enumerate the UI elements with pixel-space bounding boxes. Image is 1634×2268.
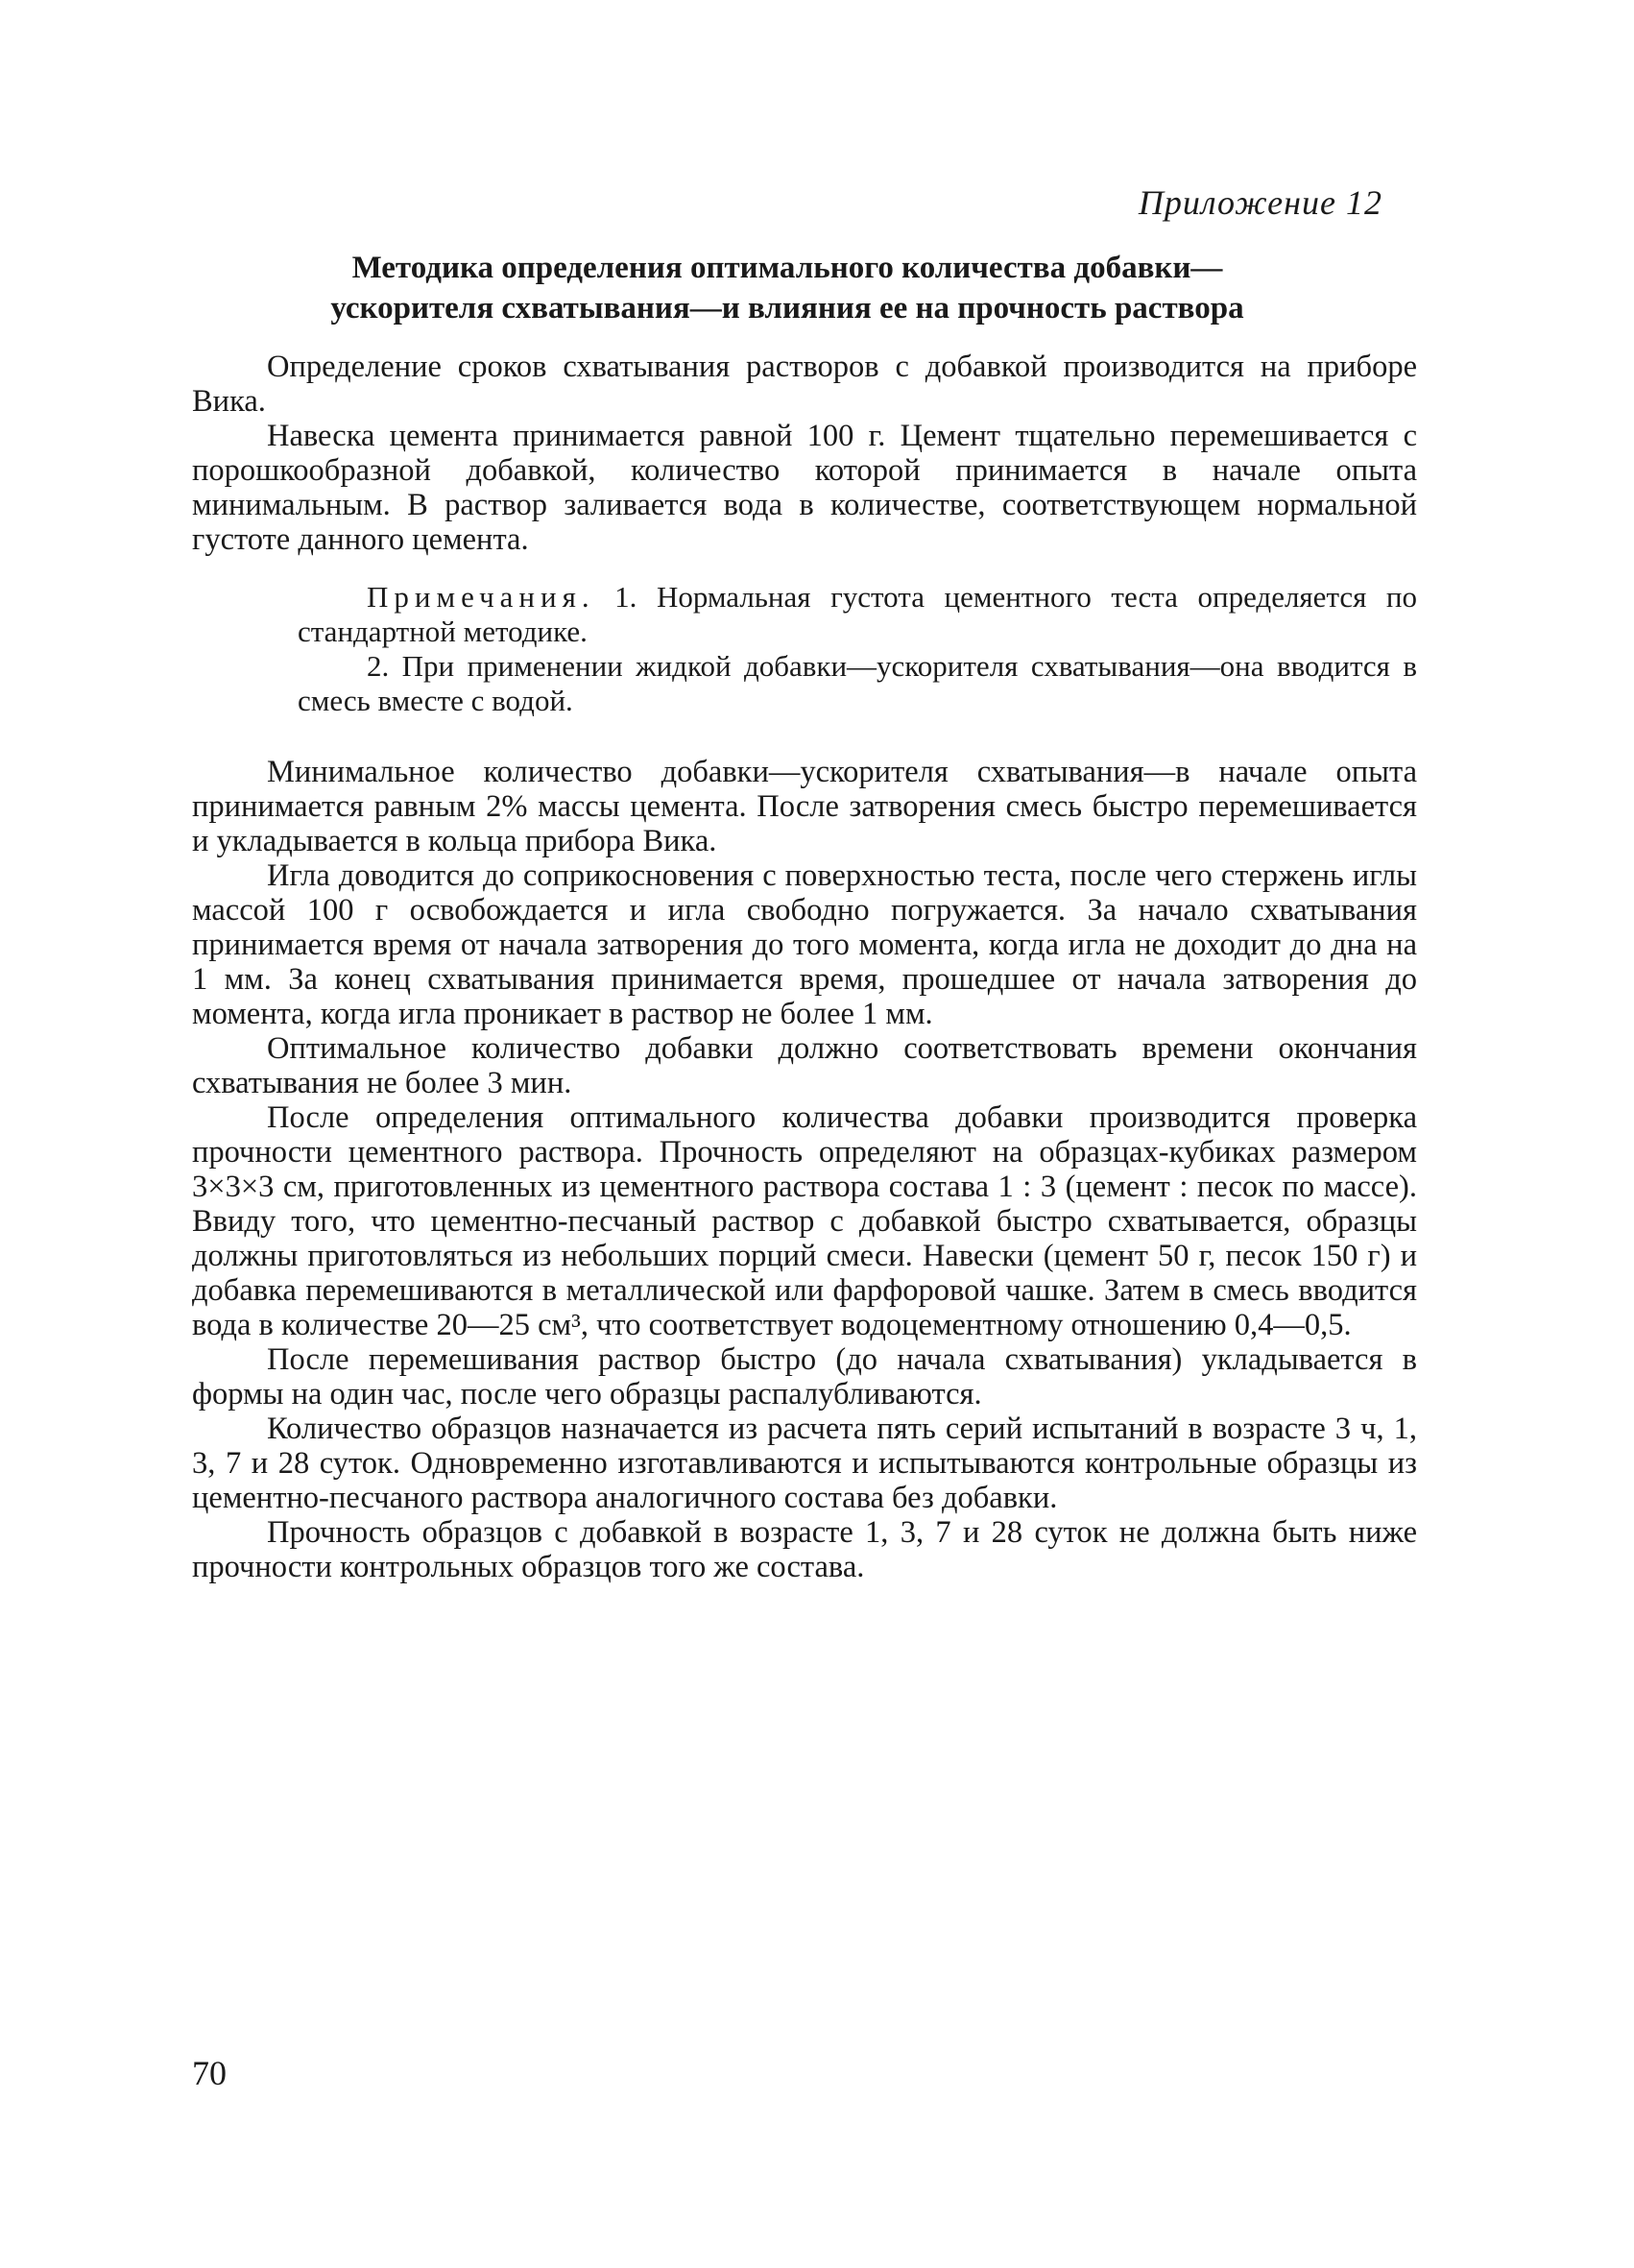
intro-section <box>192 350 1417 557</box>
notes-section <box>298 580 1417 718</box>
note-text: 1. Нормальная густота цементного теста определяется по стандартной методике. <box>298 580 1418 648</box>
paragraph: После определения оптимального количества добавки производится проверка прочности цементного раствора. Прочность определяют на образцах-кубиках размером 3×3×3 см, приготовленных из цементного раствора состава 1 : 3 (цемент : песок по массе). Ввиду того, что цементно-песчаный раствор с добавкой быстро схватывается, образцы должны приготовляться из небольших порций смеси. Навески (цемент 50 г, песок 150 г) и добавка перемешиваются в металлической или фарфоровой чашке. Затем в смесь вводится вода в количестве 20—25 см³, что соответствует водоцементному отношению 0,4—0,5. <box>192 1100 1417 1342</box>
main-section <box>192 755 1417 1584</box>
paragraph: Оптимальное количество добавки должно соответствовать времени окончания схватывания не более 3 мин. <box>192 1031 1417 1100</box>
paragraph: Определение сроков схватывания растворов с добавкой производится на приборе Вика. <box>192 350 1417 419</box>
paragraph: Прочность образцов с добавкой в возрасте 1, 3, 7 и 28 суток не должна быть ниже прочности контрольных образцов того же состава. <box>192 1515 1417 1584</box>
paragraph: Навеска цемента принимается равной 100 г. Цемент тщательно перемешивается с порошкообразной добавкой, количество которой принимается в начале опыта минимальным. В раствор заливается вода в количестве, соответствующем нормальной густоте данного цемента. <box>192 419 1417 557</box>
title-line-1: Методика определения оптимального количества добавки— <box>351 251 1223 285</box>
document-title <box>192 248 1382 328</box>
paragraph: Количество образцов назначается из расчета пять серий испытаний в возрасте 3 ч, 1, 3, 7 и 28 суток. Одновременно изготавливаются и испытываются контрольные образцы из цементно-песчаного раствора аналогичного состава без добавки. <box>192 1411 1417 1515</box>
notes-label: Примечания. <box>367 580 595 614</box>
title-line-2: ускорителя схватывания—и влияния ее на прочность раствора <box>330 291 1244 326</box>
page-number: 70 <box>192 2054 227 2092</box>
note-item: 2. При применении жидкой добавки—ускорителя схватывания—она вводится в смесь вместе с водой. <box>298 649 1417 717</box>
appendix-label: Приложение 12 <box>1138 183 1382 222</box>
paragraph: Минимальное количество добавки—ускорителя схватывания—в начале опыта принимается равным 2% массы цемента. После затворения смесь быстро перемешивается и укладывается в кольца прибора Вика. <box>192 755 1417 858</box>
note-item <box>298 580 1417 649</box>
paragraph: Игла доводится до соприкосновения с поверхностью теста, после чего стержень иглы массой 100 г освобождается и игла свободно погружается. За начало схватывания принимается время от начала затворения до того момента, когда игла не доходит до дна на 1 мм. За конец схватывания принимается время, прошедшее от начала затворения до момента, когда игла проникает в раствор не более 1 мм. <box>192 858 1417 1031</box>
paragraph: После перемешивания раствор быстро (до начала схватывания) укладывается в формы на один час, после чего образцы распалубливаются. <box>192 1342 1417 1411</box>
